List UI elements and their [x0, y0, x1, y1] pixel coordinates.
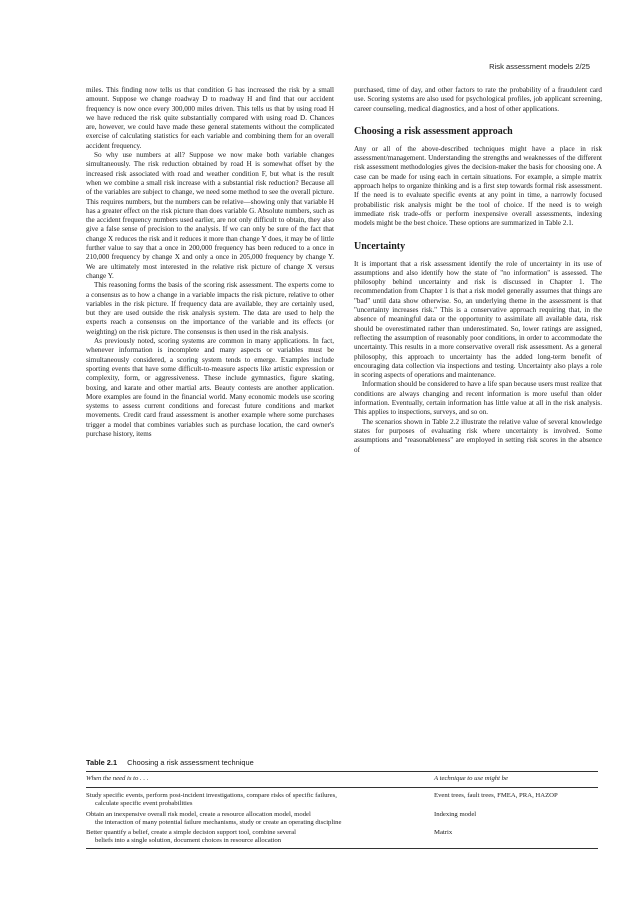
- need-text: Study specific events, perform post-incident investigations, compare risks of specific failures,: [86, 792, 337, 800]
- need-text-cont: calculate specific event probabilities: [95, 800, 193, 808]
- table-header-row: [86, 772, 598, 787]
- body-paragraph: The scenarios shown in Table 2.2 illustrate the relative value of several knowledge states for purposes of evaluating risk where uncertainty is involved. Some assumptions and "reasonableness" are employed in setting risk scores in the absence of: [354, 417, 602, 454]
- section-heading: Choosing a risk assessment approach: [354, 125, 513, 137]
- body-paragraph: It is important that a risk assessment identify the role of uncertainty in its use of assumptions and also identify how the state of "no information" is assessed. The philosophy behind uncertainty and risk is discussed in Chapter 1. The recommendation from Chapter 1 is that a risk model generally assumes that things are "bad" until data show otherwise. So, an underlying theme in the assessment is that "uncertainty increases risk." This is a conservative approach requiring that, in the absence of meaningful data or the opportunity to assimilate all available data, risk should be overestimated rather than underestimated. So, lower ratings are assigned, reflecting the assumption of reasonably poor conditions, in order to accommodate the uncertainty. This results in a more conservative overall risk assessment. As a general philosophy, this approach to uncertainty has the added long-term benefit of encouraging data collection via inspections and testing. Uncertainty also plays a role in scoring aspects of operations and maintenance.: [354, 259, 602, 380]
- body-paragraph: This reasoning forms the basis of the scoring risk assessment. The experts come to a consensus as to how a change in a variable impacts the risk picture, relative to other variables in the risk picture. If frequency data are available, they are certainly used, but they are used outside the risk analysis system. The data are used to help the experts reach a consensus on the importance of the variable and its effects (or weighting) on the risk picture. The consensus is then used in the risk analysis.: [86, 281, 334, 336]
- right-column: [354, 86, 602, 455]
- table-row: [86, 810, 598, 828]
- technique-table: [86, 771, 598, 849]
- table-row: [86, 791, 598, 809]
- table-title: Choosing a risk assessment technique: [127, 758, 254, 767]
- body-paragraph: miles. This finding now tells us that condition G has increased the risk by a small amount. Suppose we change roadway D to roadway H and find that our accident frequency is now once every 300,000 miles driven. This tells us that by using road H we have reduced the risk quite substantially compared with using road D. Chances are, however, we could have made these general statements without the complicated exercise of calculating statistics for each variable and combining them for an overall accident frequency.: [86, 86, 334, 150]
- body-paragraph: purchased, time of day, and other factors to rate the probability of a fraudulent card use. Scoring systems are also used for psychological profiles, job applicant screening, career counseling, medical diagnostics, and a host of other applications.: [354, 86, 602, 113]
- need-cell: [86, 829, 434, 845]
- technique-cell: Event trees, fault trees, FMEA, PRA, HAZOP: [434, 792, 558, 800]
- body-paragraph: Information should be considered to have a life span because users must realize that conditions are always changing and recent information is more useful than older information. Eventually, certain information has little value at all in the risk analysis. This applies to inspections, surveys, and so on.: [354, 380, 602, 417]
- header-technique: A technique to use might be: [434, 775, 508, 782]
- section-heading: Uncertainty: [354, 240, 406, 252]
- left-column: [86, 86, 334, 439]
- table-bottom-rule: [86, 848, 598, 849]
- need-text-cont: the interaction of many potential failure mechanisms, study or create an operating discipline: [95, 818, 342, 826]
- need-text: Better quantify a belief, create a simple decision support tool, combine several: [86, 829, 297, 837]
- table-caption: [86, 758, 254, 767]
- need-text-cont: beliefs into a single solution, document choices in resource allocation: [95, 837, 282, 845]
- technique-cell: Matrix: [434, 829, 453, 837]
- running-head: Risk assessment models 2/25: [489, 62, 590, 71]
- need-text: Obtain an inexpensive overall risk model, create a resource allocation model, model: [86, 810, 311, 818]
- table-label: Table 2.1: [86, 758, 118, 767]
- need-cell: [86, 811, 434, 827]
- table-body: [86, 788, 598, 848]
- need-cell: [86, 792, 434, 808]
- body-paragraph: So why use numbers at all? Suppose we now make both variable changes simultaneously. The risk reduction obtained by road H is somewhat offset by the increased risk associated with road and weather condition F, but what is the result when we combine a small risk increase with a substantial risk reduction? Because all of the variables are subject to change, we need some method to see the overall picture. This requires numbers, but the numbers can be relative—showing only that variable H has a greater effect on the risk picture than does variable G. Absolute numbers, such as the accident frequency numbers used earlier, are not only difficult to obtain, they also give a false sense of precision to the analysis. If we can only be sure of the fact that change X reduces the risk and it reduces it more than change Y does, it may be of little further value to say that a once in 200,000 frequency has been reduced to a once in 210,000 frequency by change X and only a once in 205,000 frequency by change Y. We are ultimately most interested in the relative risk picture of change X versus change Y.: [86, 151, 334, 280]
- body-paragraph: Any or all of the above-described techniques might have a place in risk assessment/management. Understanding the strengths and weaknesses of the different risk assessment methodologies gives the decision-maker the basis for choosing one. A case can be made for using each in certain situations. For example, a simple matrix approach helps to organize thinking and is a first step towards formal risk assessment. If the need is to evaluate specific events at any point in time, a narrowly focused probabilistic risk analysis might be the tool of choice. If the need is to weigh immediate risk trade-offs or perform inexpensive overall assessments, indexing models might be the best choice. These options are summarized in Table 2.1.: [354, 144, 602, 228]
- header-need: When the need is to . . .: [86, 775, 149, 782]
- technique-cell: Indexing model: [434, 810, 477, 818]
- table-row: [86, 828, 598, 846]
- body-paragraph: As previously noted, scoring systems are common in many applications. In fact, whenever information is incomplete and many aspects or variables must be simultaneously considered, a scoring system tends to emerge. Examples include sporting events that have some difficult-to-measure aspects like artistic expression or complexity, form, or aggressiveness. These include gymnastics, figure skating, boxing, and karate and other martial arts. Beauty contests are another application. More examples are found in the financial world. Many economic models use scoring systems to assess current conditions and forecast future conditions and market movements. Credit card fraud assessment is another example where some purchases trigger a model that combines variables such as purchase location, the card owner's purchase history, items: [86, 337, 334, 438]
